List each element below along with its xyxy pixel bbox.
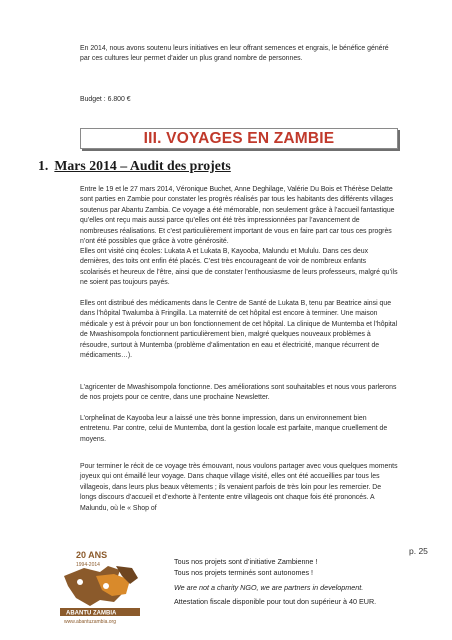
budget-line xyxy=(80,95,398,105)
footer-line-1: Tous nos projets sont d’initiative Zambienne ! xyxy=(174,557,318,566)
subsection-number: 1. xyxy=(38,158,49,173)
body-paragraph-6 xyxy=(80,462,398,514)
footer-fiscal-note: Attestation fiscale disponible pour tout don supérieur à 40 EUR. xyxy=(174,597,377,607)
body-paragraph-4 xyxy=(80,383,398,404)
body-paragraph-1 xyxy=(80,185,398,247)
body-paragraph-5 xyxy=(80,414,398,445)
body-paragraph-2 xyxy=(80,247,398,289)
logo-years: 1994-2014 xyxy=(76,562,100,568)
footer xyxy=(174,557,414,608)
abantu-zambia-logo xyxy=(56,546,168,626)
paragraph-text: L’orphelinat de Kayooba leur a laissé une très bonne impression, dans un environnement bien entretenu. Par contre, celui de Muntemba, dont la gestion locale est parfaite, manque cruellement de moyens. xyxy=(80,415,388,443)
logo-website: www.abantuzambia.org xyxy=(64,619,116,625)
logo-dot xyxy=(77,579,83,585)
budget-text: Budget : 6.800 € xyxy=(80,96,131,103)
subsection-title: Mars 2014 – Audit des projets xyxy=(54,158,231,173)
paragraph-text: Elles ont visité cinq écoles: Lukata A et Lukata B, Kayooba, Malundu et Mululu. Dans ces deux dernières, des toits ont enfin été placés. C’est très encourageant de voir de nombreux enfants scolarisés et heureux de l’être, ainsi que de constater l’enthousiasme de leurs professeurs, malgré qu’ils ne soient pas toujours payés. xyxy=(80,248,398,287)
logo-org-name: ABANTU ZAMBIA xyxy=(66,610,117,617)
paragraph-text: Entre le 19 et le 27 mars 2014, Véronique Buchet, Anne Deghilage, Valérie Du Bois et Thérèse Delatte sont parties en Zambie pour constater les progrès réalisés par tous les habitants des différents villages soutenus par Abantu Zambia. Ce voyage a été mémorable, non seulement grâce à l’accueil fantastique qu’elles ont reçu mais aussi parce qu’elles ont été très impressionnées par l’avancement de nombreuses réalisations. Et c’est particulièrement important de vous en faire part car tous ces progrès n’ont été possibles que grâce à votre générosité. xyxy=(80,186,395,246)
paragraph-text: Elles ont distribué des médicaments dans le Centre de Santé de Lukata B, tenu par Beatrice ainsi que dans l’hôpital Twalumba à Fringilla. La maternité de cet hôpital est encore à terminer. Une maison médicale y est à prévoir pour un bon fonctionnement de cet hôpital. La clinique de Muntemba et l’hôpital de Mwashisompola fonctionnent particulièrement bien, malgré quelques nouveaux problèmes à résoudre, surtout à Muntemba (problème d’alimentation en eau et électricité, manque récurrent de médicaments…). xyxy=(80,300,398,360)
section-heading-box xyxy=(80,128,398,149)
intro-text: En 2014, nous avons soutenu leurs initiatives en leur offrant semences et engrais, le bénéfice généré par ces cultures leur permet d’aider un plus grand nombre de personnes. xyxy=(80,45,389,63)
section-title: III. VOYAGES EN ZAMBIE xyxy=(143,129,335,147)
logo-anniversary: 20 ANS xyxy=(76,550,108,560)
paragraph-text: Pour terminer le récit de ce voyage très émouvant, nous voulons partager avec vous quelques moments joyeux qui ont émaillé leur voyage. Dans chaque village visité, elles ont été accueillies par tous les villageois, dans leurs plus beaux vêtements ; ils venaient parfois de très loin pour les remercier. De longs discours d’accueil et d’exhorte à l’entente entre villageois ont chaque fois été prononcés. A Malundu, où le « Shop of xyxy=(80,463,398,512)
footer-motto: We are not a charity NGO, we are partners in development. xyxy=(174,582,364,592)
subsection-heading xyxy=(38,158,231,174)
page-number: p. 25 xyxy=(409,546,428,556)
body-paragraph-3 xyxy=(80,299,398,361)
logo-graphic xyxy=(56,546,168,626)
footer-line-2: Tous nos projets terminés sont autonomes ! xyxy=(174,567,314,577)
paragraph-text: L’agricenter de Mwashisompola fonctionne. Des améliorations sont souhaitables et nous vous parlerons de nos projets pour ce centre, dans une prochaine Newsletter. xyxy=(80,384,397,402)
intro-paragraph xyxy=(80,44,398,65)
logo-dot xyxy=(103,583,109,589)
